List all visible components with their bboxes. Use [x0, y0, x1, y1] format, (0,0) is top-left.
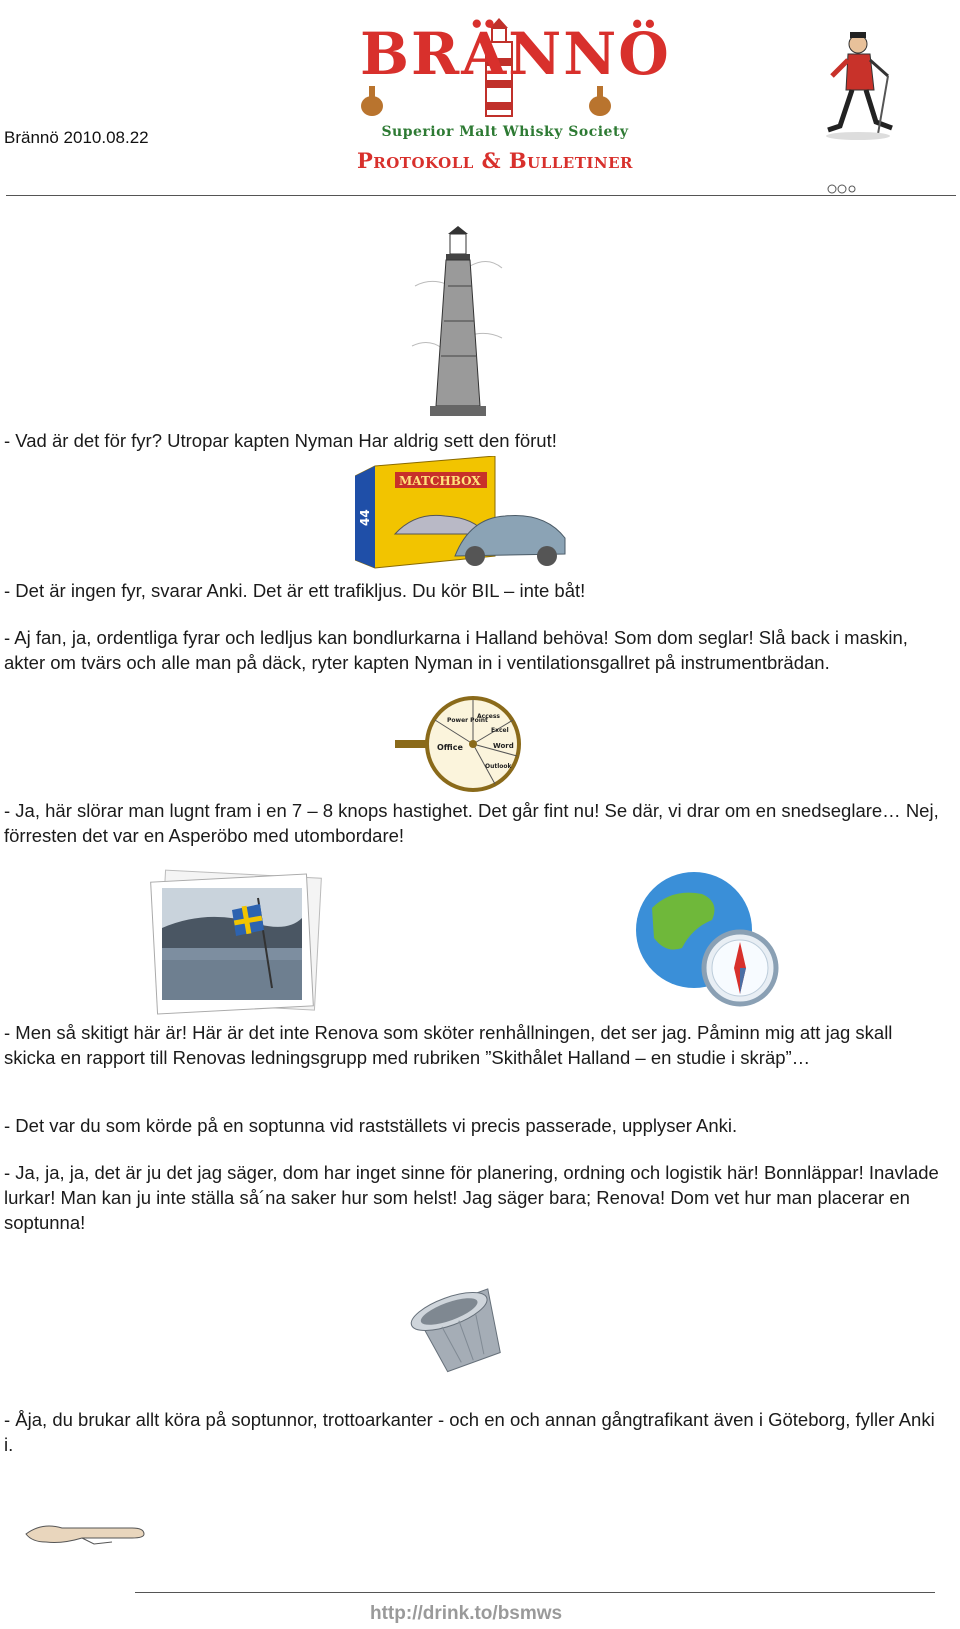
- matchbox-number: 44: [358, 509, 372, 526]
- dialogue-paragraph: - Vad är det för fyr? Utropar kapten Nyman Har aldrig sett den förut!: [4, 430, 557, 451]
- brand-logo: [360, 14, 671, 140]
- striding-man-illustration: [818, 30, 903, 142]
- dialogue-paragraph: - Ja, ja, ja, det är ju det jag säger, dom har inget sinne för planering, ordning och logistik här! Bonnläppar! Inavlade lurkar! Man kan ju inte ställa så´na saker hur som helst! Jag säger bara; Renova! Dom vet hur man placerar en soptunna!: [4, 1162, 939, 1233]
- telegraph-label: Access: [477, 713, 500, 720]
- hand-pointer-ornament-icon: [22, 1514, 152, 1548]
- telegraph-label: Outlook: [485, 763, 512, 770]
- brand-title: BRÄNNÖ: [360, 20, 671, 88]
- lighthouse-illustration: [410, 226, 505, 421]
- document-date: Brännö 2010.08.22: [4, 128, 149, 147]
- dialogue-paragraph: - Åja, du brukar allt köra på soptunnor, trottoarkanter - och en och annan gångtrafikant även i Göteborg, fyller Anki i.: [4, 1409, 935, 1455]
- dialogue-paragraph: - Men så skitigt här är! Här är det inte Renova som sköter renhållningen, det ser jag. Påminn mig att jag skall skicka en rapport till Renovas ledningsgrupp med rubriken ”Skithålet Halland – en studie i skräp”…: [4, 1022, 893, 1068]
- trash-bin-icon: [405, 1280, 520, 1375]
- engine-telegraph-dial-illustration: [395, 696, 527, 796]
- society-name: Superior Malt Whisky Society: [381, 124, 629, 140]
- small-ornament-icon: [820, 182, 860, 196]
- matchbox-brand: MATCHBOX: [399, 474, 481, 488]
- dialogue-paragraph: - Aj fan, ja, ordentliga fyrar och ledljus kan bondlurkarna i Halland behöva! Som dom seglar! Slå back i maskin, akter om tvärs och alle man på däck, ryter kapten Nyman in i ventilationsgallret på instrumentbrädan.: [4, 627, 908, 673]
- footer-link[interactable]: http://drink.to/bsmws: [370, 1603, 563, 1624]
- dialogue-paragraph: - Det är ingen fyr, svarar Anki. Det är ett trafikljus. Du kör BIL – inte båt!: [4, 580, 586, 601]
- telegraph-label: Word: [493, 742, 514, 750]
- telegraph-label: Excel: [491, 727, 509, 734]
- dialogue-paragraph: - Ja, här slörar man lugnt fram i en 7 – 8 knops hastighet. Det går fint nu! Se där, vi drar om en snedseglare… Nej, förresten det var en Asperöbo med utombordare!: [4, 800, 939, 846]
- sea-photo-stack-illustration: [148, 868, 323, 1016]
- bulletin-subtitle: Protokoll & Bulletiner: [356, 148, 634, 173]
- globe-compass-icon: [632, 868, 782, 1016]
- dialogue-paragraph: - Det var du som körde på en soptunna vid rastställets vi precis passerade, upplyser Anki.: [4, 1115, 738, 1136]
- header-divider: [6, 195, 956, 196]
- telegraph-label-office: Office: [437, 743, 463, 752]
- footer-divider: [135, 1592, 935, 1593]
- matchbox-car-illustration: [355, 456, 570, 571]
- telegraph-label: Power Point: [447, 717, 488, 724]
